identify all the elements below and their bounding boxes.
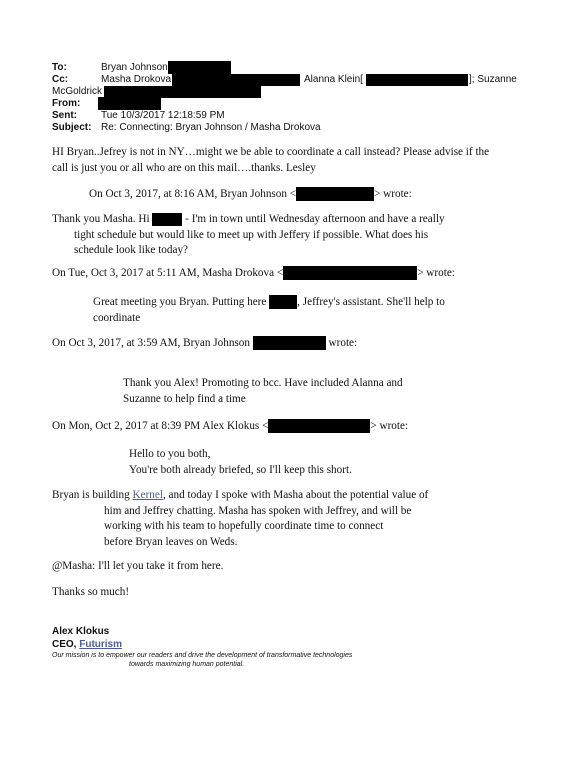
redaction-box: [296, 187, 374, 201]
message-paragraph: HI Bryan..Jefrey is not in NY…might we be able to coordinate a call instead? Please advise if the call is just you or all who are on this mail….thanks. Lesley: [52, 146, 490, 174]
redaction-box: [283, 266, 417, 280]
cc-value: ]; Suzanne: [469, 74, 517, 85]
subject-label: Subject:: [52, 122, 92, 133]
cc-value: McGoldrick: [52, 86, 103, 97]
message-paragraph: Bryan is building Kernel, and today I spoke with Masha about the potential value of him and Jeffrey chatting. Masha has spoken with Jeffrey, and will be working with his team to hopefully coordinate time to connect before Bryan leaves on Weds.: [52, 489, 429, 548]
message-paragraph: @Masha: I'll let you take it from here.: [52, 560, 224, 572]
redaction-box: [168, 61, 231, 74]
redaction-box: [366, 74, 468, 86]
message-paragraph: Thanks so much!: [52, 586, 130, 598]
sent-value: Tue 10/3/2017 12:18:59 PM: [101, 110, 225, 121]
redaction-box: [253, 336, 326, 350]
signature-title: CEO, Futurism: [52, 639, 123, 650]
redaction-box: [268, 419, 370, 433]
message-paragraph: Thank you Masha. Hi - I'm in town until Wednesday afternoon and have a really tight schedule but would like to meet up with Jeffery if possible. What does his schedule look like today?: [52, 213, 445, 256]
redaction-box: [269, 295, 297, 309]
signature-mission: Our mission is to empower our readers and drive the development of transformative technologies towards maximizing human potential.: [52, 652, 353, 668]
futurism-link[interactable]: Futurism: [79, 639, 123, 650]
to-label: To:: [52, 62, 67, 73]
message-paragraph: Great meeting you Bryan. Putting here , Jeffrey's assistant. She'll help to coordinate: [93, 296, 445, 324]
redaction-box: [98, 97, 161, 110]
to-value: Bryan Johnson: [101, 62, 168, 73]
redaction-box: [152, 213, 182, 226]
subject-value: Re: Connecting: Bryan Johnson / Masha Drokova: [101, 122, 321, 133]
kernel-link[interactable]: Kernel: [132, 489, 163, 501]
cc-label: Cc:: [52, 74, 69, 85]
message-paragraph: Hello to you both, You're both already briefed, so I'll keep this short.: [129, 448, 352, 476]
sent-label: Sent:: [52, 110, 77, 121]
message-paragraph: Thank you Alex! Promoting to bcc. Have included Alanna and Suzanne to help find a time: [123, 377, 403, 405]
quote-header: On Mon, Oct 2, 2017 at 8:39 PM Alex Klokus < > wrote:: [52, 420, 409, 432]
quote-header: On Oct 3, 2017, at 8:16 AM, Bryan Johnson < > wrote:: [89, 188, 412, 200]
signature-name: Alex Klokus: [52, 626, 110, 637]
quote-header: On Oct 3, 2017, at 3:59 AM, Bryan Johnson wrote:: [52, 337, 358, 349]
cc-value: Masha Drokova: [101, 74, 172, 85]
from-label: From:: [52, 98, 81, 109]
cc-value: Alanna Klein[: [304, 74, 363, 85]
redaction-box: [172, 74, 300, 86]
quote-header: On Tue, Oct 3, 2017 at 5:11 AM, Masha Drokova < > wrote:: [52, 267, 455, 279]
